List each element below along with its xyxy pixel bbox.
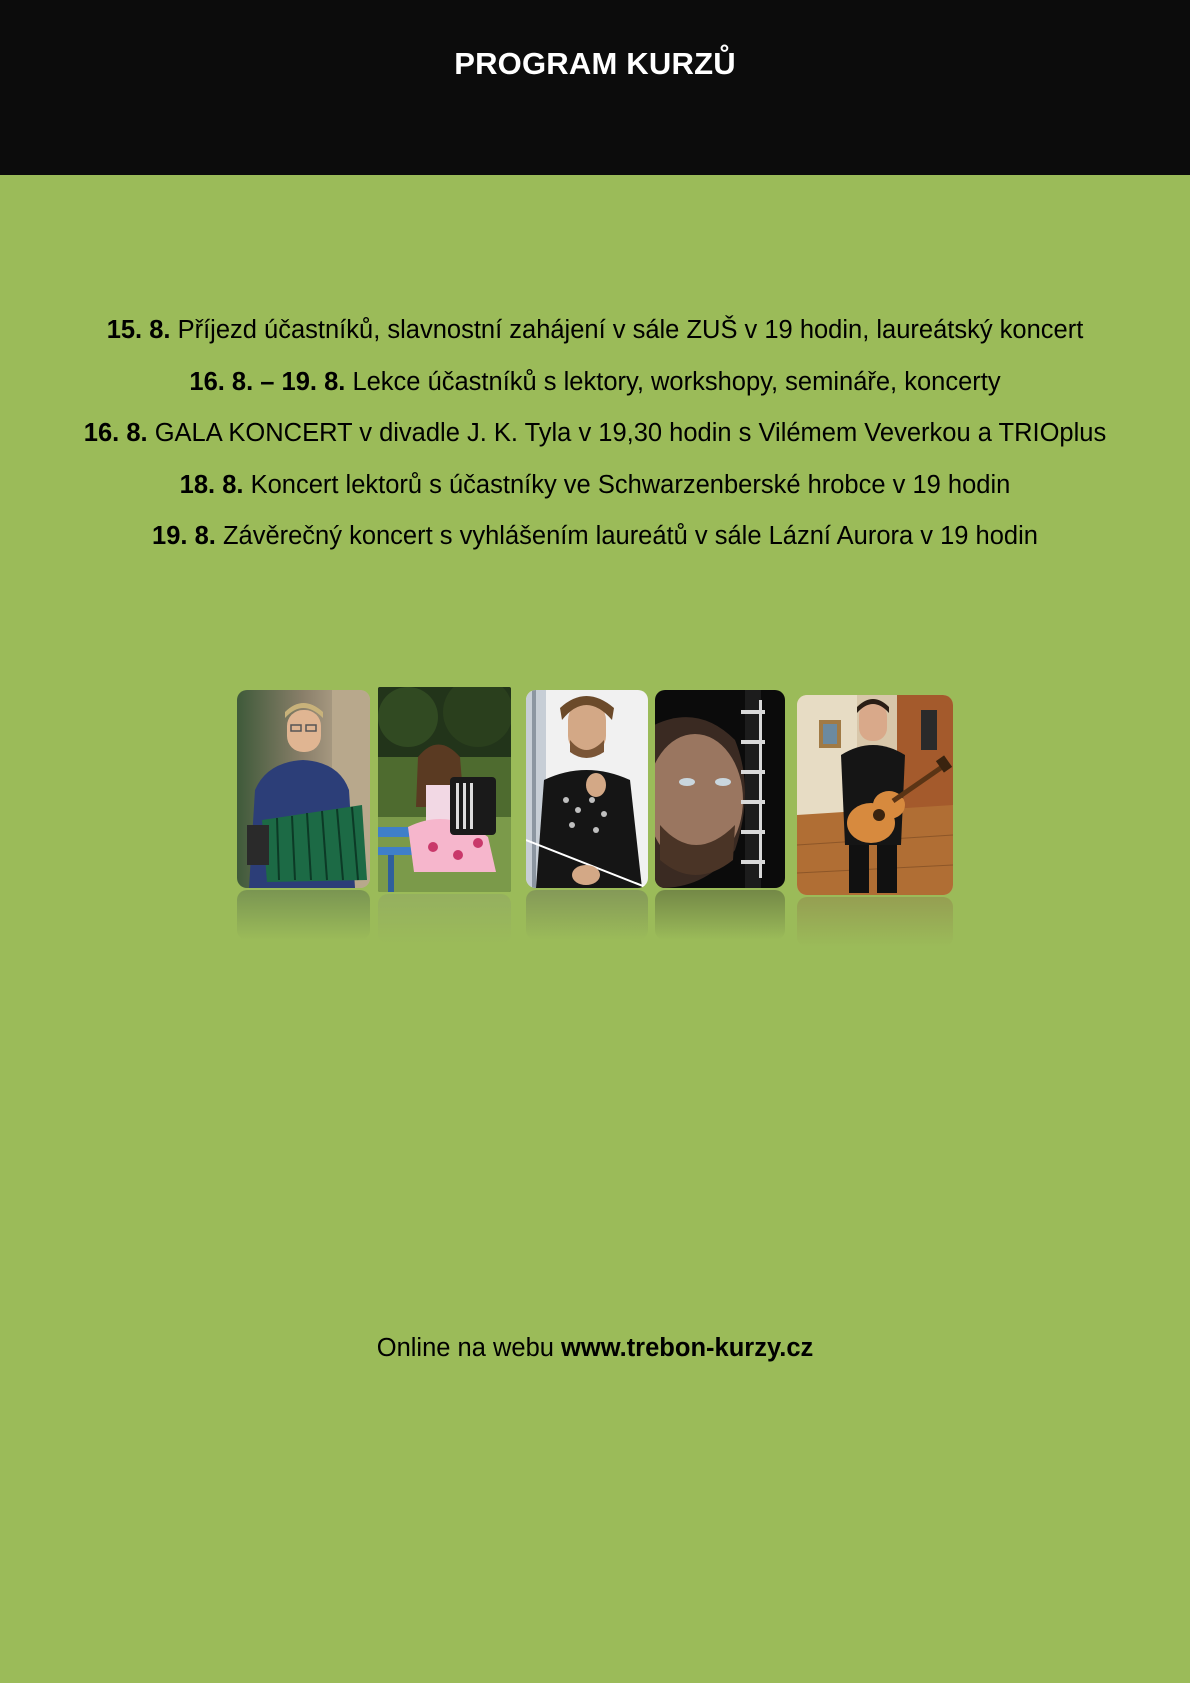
schedule-item — [0, 515, 1190, 567]
schedule-item — [0, 412, 1190, 464]
photo-reflection — [797, 897, 953, 947]
schedule-text: GALA KONCERT v divadle J. K. Tyla v 19,30 hodin s Vilémem Veverkou a TRIOplus — [154, 419, 1107, 447]
conductor-photo — [526, 690, 648, 888]
schedule-item — [0, 309, 1190, 361]
schedule-item — [0, 361, 1190, 413]
photo-reflection — [237, 890, 370, 940]
schedule-date: 16. 8. – 19. 8. — [189, 367, 346, 396]
website-link[interactable]: www.trebon-kurzy.cz — [561, 1334, 814, 1362]
schedule-date: 19. 8. — [152, 522, 216, 550]
photo-reflection — [378, 894, 511, 944]
footer-web-note — [0, 1334, 1190, 1363]
schedule-date: 18. 8. — [179, 470, 244, 499]
footer-prefix: Online na webu — [376, 1334, 554, 1362]
photo-reflection — [526, 890, 648, 940]
bandoneon-player-photo — [237, 690, 370, 888]
header-banner — [0, 0, 1190, 175]
guitarist-photo — [797, 695, 953, 895]
page-title: PROGRAM KURZŮ — [454, 46, 736, 81]
schedule-item — [0, 464, 1190, 516]
schedule-list — [0, 309, 1190, 567]
schedule-date: 15. 8. — [106, 316, 171, 344]
schedule-text: Lekce účastníků s lektory, workshopy, semináře, koncerty — [352, 367, 1001, 396]
oboist-photo — [655, 690, 785, 888]
schedule-text: Závěrečný koncert s vyhlášením laureátů v sále Lázní Aurora v 19 hodin — [222, 522, 1038, 550]
schedule-text: Koncert lektorů s účastníky ve Schwarzenberské hrobce v 19 hodin — [250, 470, 1011, 499]
photo-reflection — [655, 890, 785, 940]
accordion-player-photo — [378, 687, 511, 892]
schedule-date: 16. 8. — [83, 419, 148, 447]
schedule-text: Příjezd účastníků, slavnostní zahájení v sále ZUŠ v 19 hodin, laureátský koncert — [177, 316, 1084, 344]
lecturer-photo-strip — [0, 680, 1190, 960]
